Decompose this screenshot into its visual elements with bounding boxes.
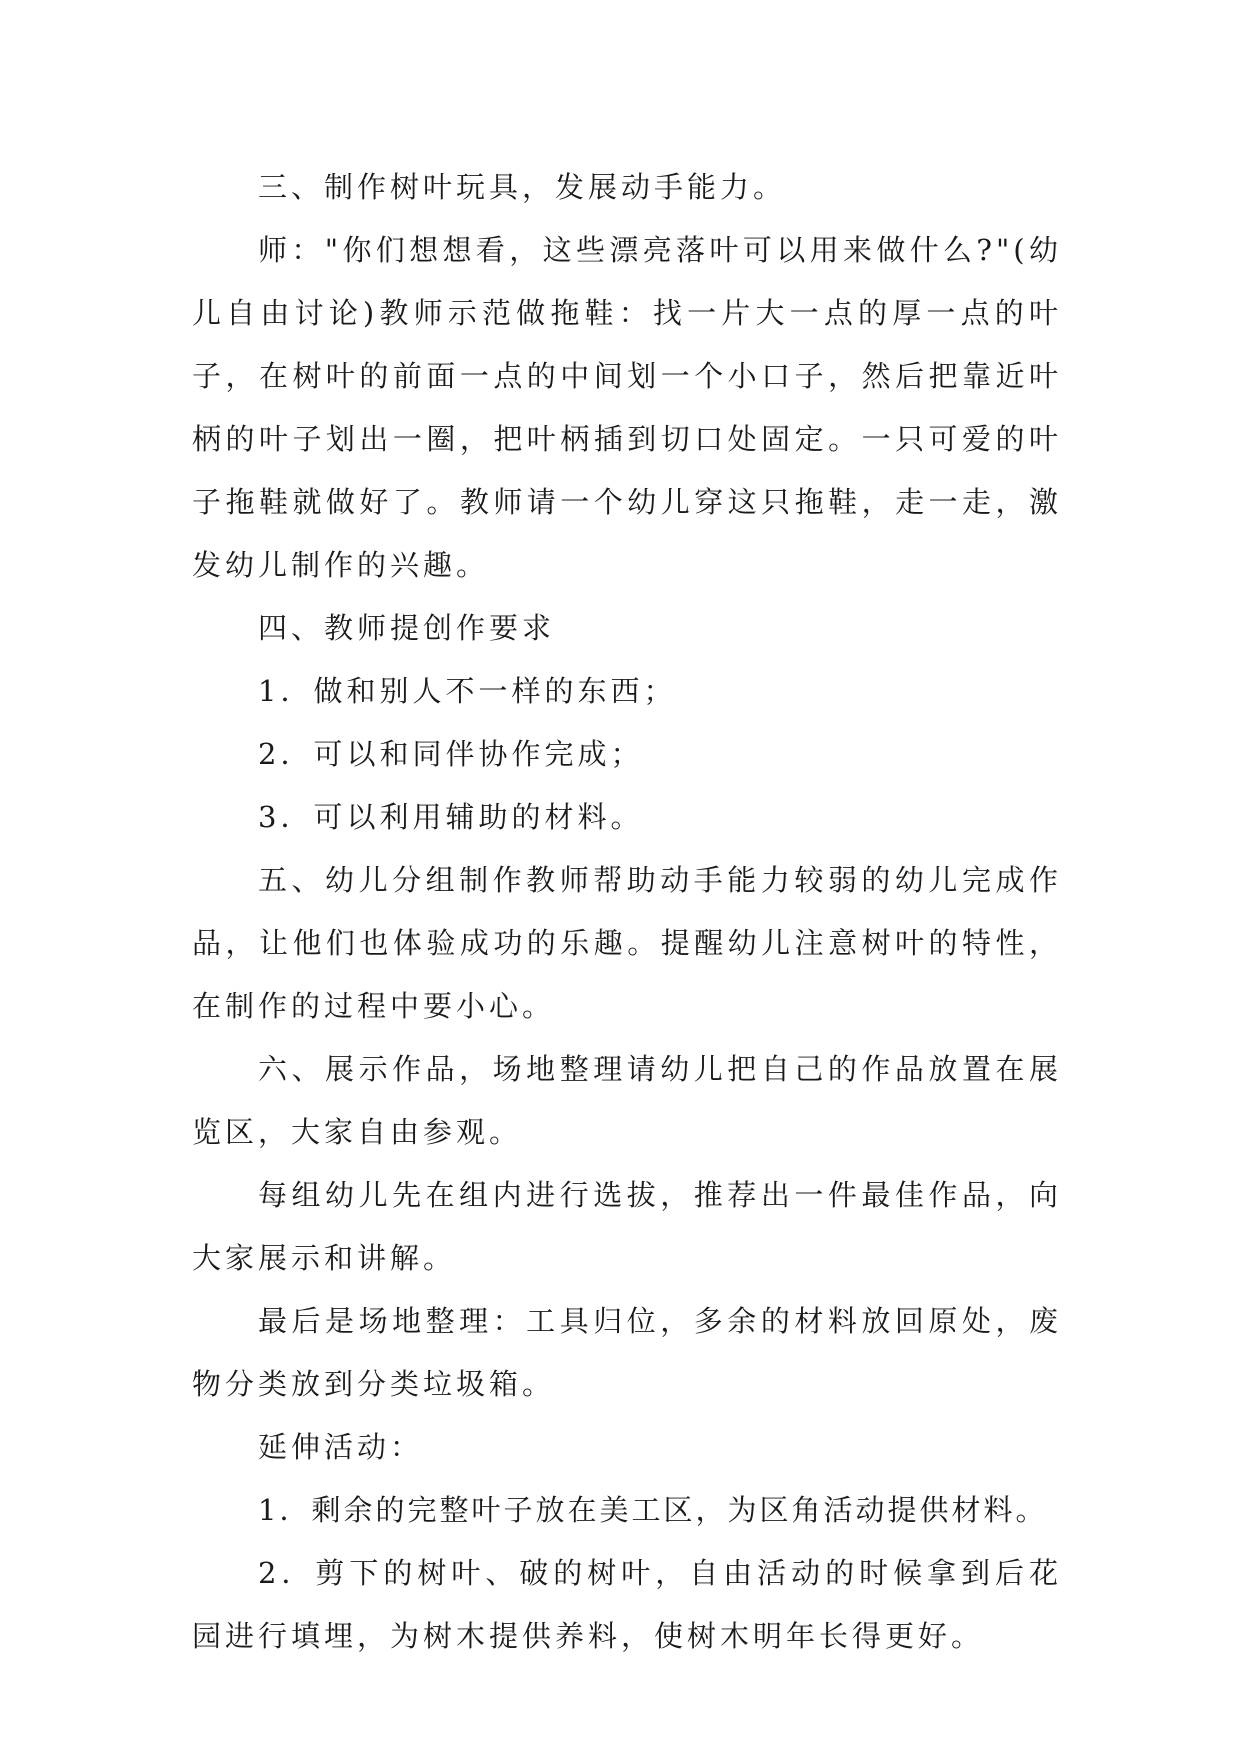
paragraph: 最后是场地整理：工具归位，多余的材料放回原处，废物分类放到分类垃圾箱。 [192, 1304, 1062, 1401]
section-heading-4: 四、教师提创作要求 [258, 611, 556, 645]
paragraph: 每组幼儿先在组内进行选拔，推荐出一件最佳作品，向大家展示和讲解。 [192, 1178, 1062, 1275]
section-heading-3: 三、制作树叶玩具，发展动手能力。 [258, 170, 787, 204]
paragraph: 五、幼儿分组制作教师帮助动手能力较弱的幼儿完成作品，让他们也体验成功的乐趣。提醒幼儿注意树叶的特性，在制作的过程中要小心。 [192, 863, 1062, 1023]
list-item: 1．做和别人不一样的东西； [258, 674, 677, 708]
list-item: 1．剩余的完整叶子放在美工区，为区角活动提供材料。 [258, 1493, 1048, 1527]
extension-heading: 延伸活动： [258, 1430, 424, 1464]
paragraph: 师："你们想想看，这些漂亮落叶可以用来做什么?"(幼儿自由讨论)教师示范做拖鞋：找一片大一点的厚一点的叶子，在树叶的前面一点的中间划一个小口子，然后把靠近叶柄的叶子划出一圈，把叶柄插到切口处固定。一只可爱的叶子拖鞋就做好了。教师请一个幼儿穿这只拖鞋，走一走，激发幼儿制作的兴趣。 [192, 233, 1062, 582]
document-body [192, 156, 1062, 1668]
list-item: 3．可以利用辅助的材料。 [258, 800, 644, 834]
paragraph: 六、展示作品，场地整理请幼儿把自己的作品放置在展览区，大家自由参观。 [192, 1052, 1062, 1149]
list-item: 2．剪下的树叶、破的树叶，自由活动的时候拿到后花园进行填埋，为树木提供养料，使树木明年长得更好。 [192, 1556, 1062, 1653]
list-item: 2．可以和同伴协作完成； [258, 737, 644, 771]
